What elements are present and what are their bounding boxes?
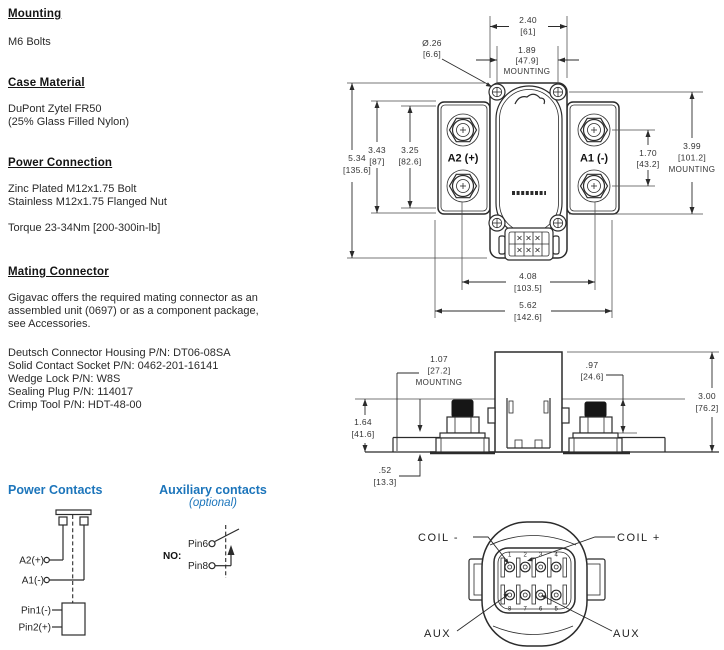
dim-mounting-width-in: 1.89 [518,45,536,55]
dim-span-mm: [103.5] [513,283,543,293]
dim-side-mount-mm: [27.2] [427,365,451,376]
power-contacts-heading: Power Contacts [8,483,103,497]
dim-mount-h-note: MOUNTING [668,165,716,174]
coil-minus-label: COIL - [418,532,459,544]
dim-pitch-in: 1.70 [639,148,657,158]
pin6-node [209,541,215,547]
dim-total-w-mm: [142.6] [513,312,543,322]
connector-pinout-drawing [390,498,724,650]
coil-box-symbol [62,603,85,635]
a2-terminal-label: A2 (+) [447,152,479,165]
contact-bar-symbol [56,510,91,525]
terminal-a1-top [578,114,610,146]
case-material-line1: DuPont Zytel FR50 [8,103,102,115]
right-terminal-side [569,402,622,452]
pin-number-7: 7 [523,606,527,613]
dim-mounting-width-mm: [47.9] [515,55,539,66]
front-view-drawing [335,0,724,345]
dim-plate-height-inner [398,106,436,208]
mating-connector-para2: assembled unit (0697) or as a component package, [8,305,259,317]
pin6-label: Pin6 [188,539,209,550]
left-terminal-side [436,400,489,452]
side-view-drawing [335,345,724,500]
aux-arrow-icon [228,545,235,555]
dim-stud-mm: [24.6] [580,371,604,382]
pn-crimp-tool: Crimp Tool P/N: HDT-48-00 [8,399,142,411]
dim-total-w-in: 5.62 [519,300,537,310]
pn-wedge-lock: Wedge Lock P/N: W8S [8,373,121,385]
pin8-label: Pin8 [188,561,209,572]
a1-label: A1(-) [21,575,44,587]
pn-housing: Deutsch Connector Housing P/N: DT06-08SA [8,347,231,359]
dim-pitch-mm: [43.2] [636,159,660,169]
power-contacts-schematic [8,505,128,650]
pin-number-2: 2 [523,552,527,559]
aux-left-label: AUX [424,628,452,640]
aux-contacts-schematic [155,515,300,595]
dim-term-h-in: 1.64 [354,417,372,427]
dim-base-in: .52 [378,465,392,475]
a2-label: A2(+) [19,555,44,567]
dim-side-height-mm: [76.2] [695,403,719,413]
pn-sealing-plug: Sealing Plug P/N: 114017 [8,386,134,398]
case-material-heading: Case Material [8,77,85,89]
aux-right-label: AUX [613,628,641,640]
dim-h2-mm: [82.6] [398,156,422,167]
dim-base-mm: [13.3] [373,477,397,487]
terminal-a1-bottom [578,170,610,202]
switch-blade [215,529,239,542]
mounting-screw-bottom-left [489,215,505,231]
pin1-label: Pin1(-) [20,605,51,617]
mounting-text: M6 Bolts [8,36,51,48]
dim-side-height-in: 3.00 [698,391,716,401]
dim-mount-h-in: 3.99 [683,141,701,151]
dim-h1-mm: [87] [369,156,385,167]
pin-number-1: 1 [508,552,512,559]
aux-contacts-heading: Auxiliary contacts [159,483,267,497]
a1-terminal-node [44,577,49,582]
power-connection-line1: Zinc Plated M12x1.75 Bolt [8,183,137,195]
mounting-screw-bottom-right [550,215,566,231]
dim-hole-in: Ø.26 [422,38,442,48]
a1-terminal-label: A1 (-) [579,152,609,165]
pin-number-8: 8 [508,606,512,613]
pin-number-3: 3 [539,552,543,559]
dim-total-height-mm: [135.6] [342,165,372,175]
mounting-heading: Mounting [8,8,62,20]
pin-number-6: 6 [539,606,543,613]
dim-mounting-width-note: MOUNTING [503,67,551,76]
mounting-screw-top-right [550,84,566,100]
pin-number-4: 4 [554,552,558,559]
pn-socket: Solid Contact Socket P/N: 0462-201-16141 [8,360,219,372]
case-material-line2: (25% Glass Filled Nylon) [8,116,130,128]
dim-side-mount-note: MOUNTING [415,378,463,387]
mating-connector-heading: Mating Connector [8,266,109,278]
a2-terminal-node [44,557,49,562]
dim-mounting-hole [422,38,492,87]
dim-hole-mm: [6.6] [422,49,442,59]
dim-mounting-width [476,45,579,84]
dim-body-width-in: 2.40 [519,15,537,25]
terminal-a2-bottom [447,170,479,202]
mating-connector-para1: Gigavac offers the required mating connector as an [8,292,258,304]
case-side-profile [488,352,569,452]
terminal-a2-top [447,114,479,146]
power-connection-heading: Power Connection [8,157,113,169]
dim-side-mount-in: 1.07 [430,354,448,364]
dim-body-width-mm: [61] [520,26,536,37]
pin8-node [209,563,215,569]
power-connection-torque: Torque 23-34Nm [200-300in-lb] [8,222,161,234]
pin2-label: Pin2(+) [18,622,51,634]
dim-span-in: 4.08 [519,271,537,281]
dim-h2-in: 3.25 [401,145,419,155]
dim-terminal-height [351,399,422,452]
aux-contacts-subheading: (optional) [189,497,237,509]
coil-connector-front [499,228,559,260]
dim-base-thickness [373,454,422,487]
dim-mount-h-mm: [101.2] [677,152,707,163]
dim-total-height-in: 5.34 [348,153,366,163]
dim-term-h-mm: [41.6] [351,429,375,439]
mating-connector-para3: see Accessories. [8,318,91,330]
pin-number-5: 5 [554,606,558,613]
dim-h1-in: 3.43 [368,145,386,155]
coil-plus-label: COIL + [617,532,661,544]
no-label: NO: [163,551,182,562]
power-connection-line2: Stainless M12x1.75 Flanged Nut [8,196,167,208]
dim-stud-in: .97 [585,360,599,370]
